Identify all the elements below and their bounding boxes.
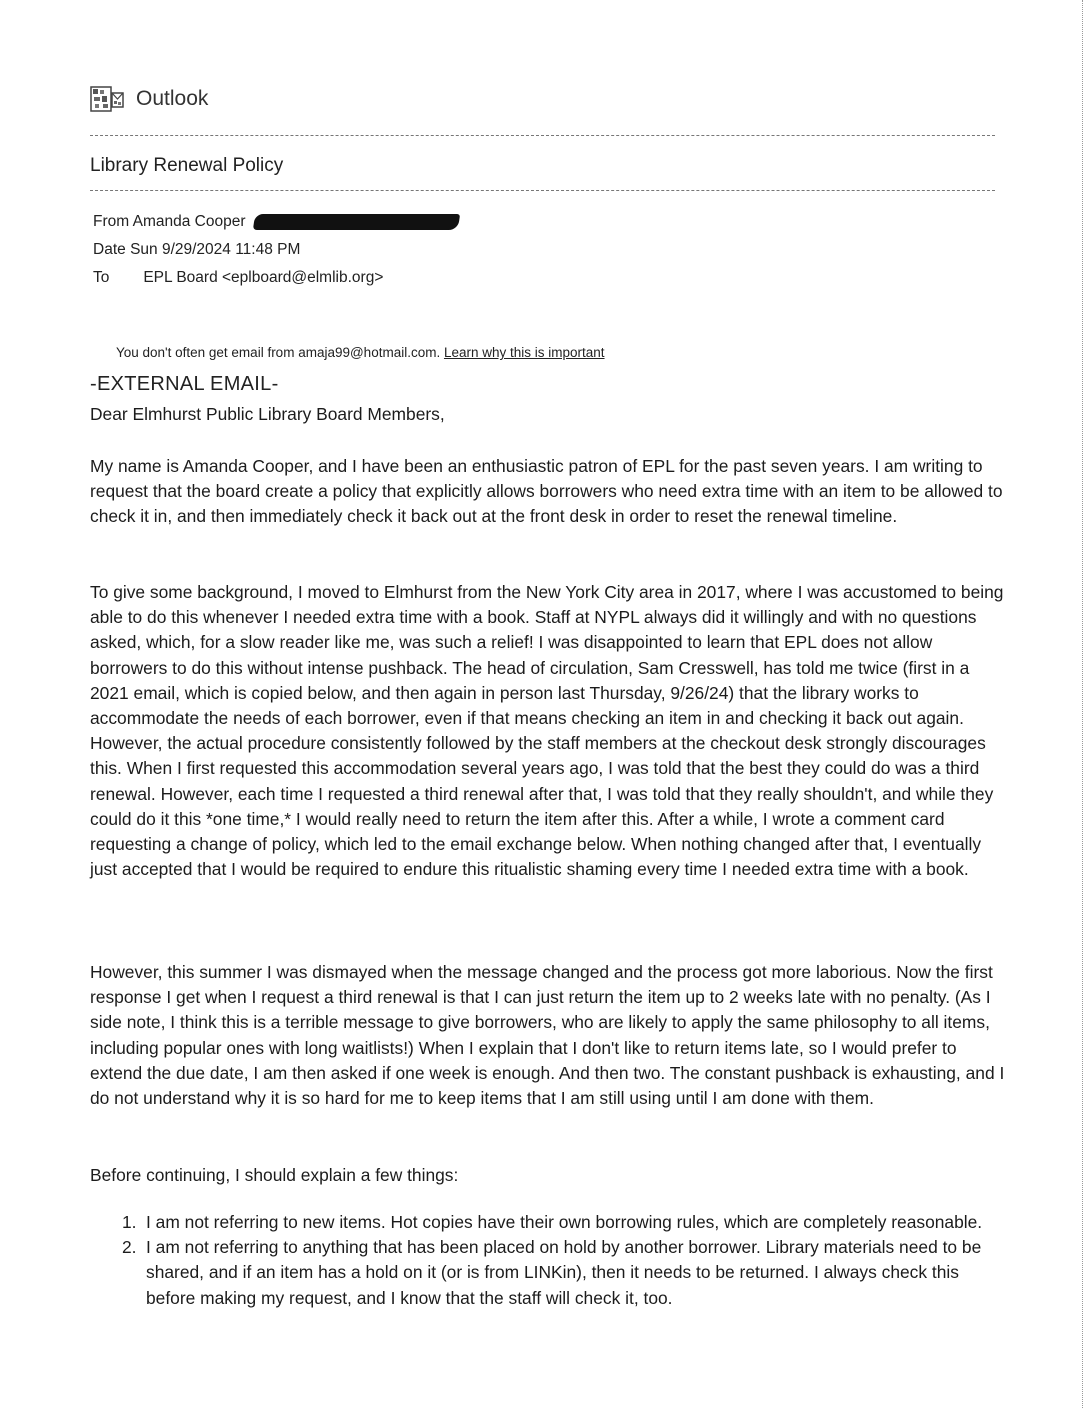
sender-notice — [116, 345, 605, 360]
paragraph-text: Before continuing, I should explain a few things: — [90, 1165, 459, 1185]
date-row — [93, 241, 300, 259]
from-label: From — [93, 213, 130, 230]
scan-edge — [1082, 0, 1084, 1408]
body-paragraph-4 — [90, 1163, 1005, 1188]
from-row — [93, 213, 459, 231]
list-item — [90, 1210, 1005, 1235]
list-item-text: I am not referring to new items. Hot copies have their own borrowing rules, which are completely reasonable. — [146, 1212, 983, 1232]
to-label: To — [93, 269, 110, 286]
list-number: 2. — [122, 1237, 137, 1258]
numbered-list — [90, 1210, 1005, 1311]
body-paragraph-1 — [90, 454, 1005, 530]
subject-divider — [90, 190, 995, 191]
app-name: Outlook — [136, 87, 209, 110]
list-item-text: I am not referring to anything that has been placed on hold by another borrower. Library materials need to be shared, and if an item has a hold on it (or is from LINKin), then it needs to be returned. I always check this before making my request, and I know that the staff will check it, too. — [146, 1237, 982, 1308]
paragraph-text: My name is Amanda Cooper, and I have been an enthusiastic patron of EPL for the past seven years. I am writing to request that the board create a policy that explicitly allows borrowers who need extra time with an item to be allowed to check it in, and then immediately check it back out at the front desk in order to reset the renewal timeline. — [90, 456, 1003, 527]
body-paragraph-2 — [90, 580, 1005, 882]
notice-text: You don't often get email from amaja99@hotmail.com. — [116, 345, 444, 360]
from-name[interactable]: Amanda Cooper — [132, 213, 246, 230]
header-divider — [90, 135, 995, 136]
learn-why-link[interactable]: Learn why this is important — [443, 345, 605, 360]
paragraph-text: To give some background, I moved to Elmhurst from the New York City area in 2017, where I was accustomed to being able to do this whenever I needed extra time with a book. Staff at NYPL always did it willingly and with no questions asked, which, for a slow reader like me, was such a relief! I was disappointed to learn that EPL does not allow borrowers to do this without intense pushback. The head of circulation, Sam Cresswell, has told me twice (first in a 2021 email, which is copied below, and then again in person last Thursday, 9/26/24) that the library works to accommodate the needs of each borrower, even if that means checking an item in and checking it back out again. However, the actual procedure consistently followed by the staff members at the checkout desk strongly discourages this. When I first requested this accommodation several years ago, I was told that the best they could do was a third renewal. However, each time I requested a third renewal after that, I was told that they really shouldn't, and while they could do it this *one time,* I would really need to return the item after this. After a while, I wrote a comment card requesting a change of policy, which led to the email exchange below. When nothing changed after that, I eventually just accepted that I would be required to endure this ritualistic shaming every time I needed extra time with a book. — [90, 582, 1004, 880]
external-email-tag: -EXTERNAL EMAIL- — [90, 373, 279, 395]
greeting — [90, 402, 1005, 427]
to-value[interactable]: EPL Board <eplboard@elmlib.org> — [143, 269, 384, 286]
outlook-icon — [90, 84, 124, 114]
paragraph-text: However, this summer I was dismayed when the message changed and the process got more laborious. Now the first response I get when I request a third renewal is that I can just return the item up to 2 weeks late with no penalty. (As I side note, I think this is a terrible message to give borrowers, who are likely to apply the same philosophy to all items, including popular ones with long waitlists!) When I explain that I don't like to return items late, so I would prefer to extend the due date, I am then asked if one week is enough. And then two. The constant pushback is exhausting, and I do not understand why it is so hard for me to keep items that I am still using until I am done with them. — [90, 962, 1005, 1109]
body-paragraph-3 — [90, 960, 1005, 1111]
email-subject: Library Renewal Policy — [90, 155, 284, 176]
app-header — [90, 84, 208, 114]
to-row — [93, 269, 383, 287]
date-label: Date — [93, 241, 126, 258]
greeting-text: Dear Elmhurst Public Library Board Members, — [90, 404, 445, 424]
date-value: Sun 9/29/2024 11:48 PM — [130, 241, 301, 258]
redacted-address — [253, 214, 460, 230]
list-item — [90, 1235, 1005, 1311]
list-number: 1. — [122, 1212, 137, 1232]
